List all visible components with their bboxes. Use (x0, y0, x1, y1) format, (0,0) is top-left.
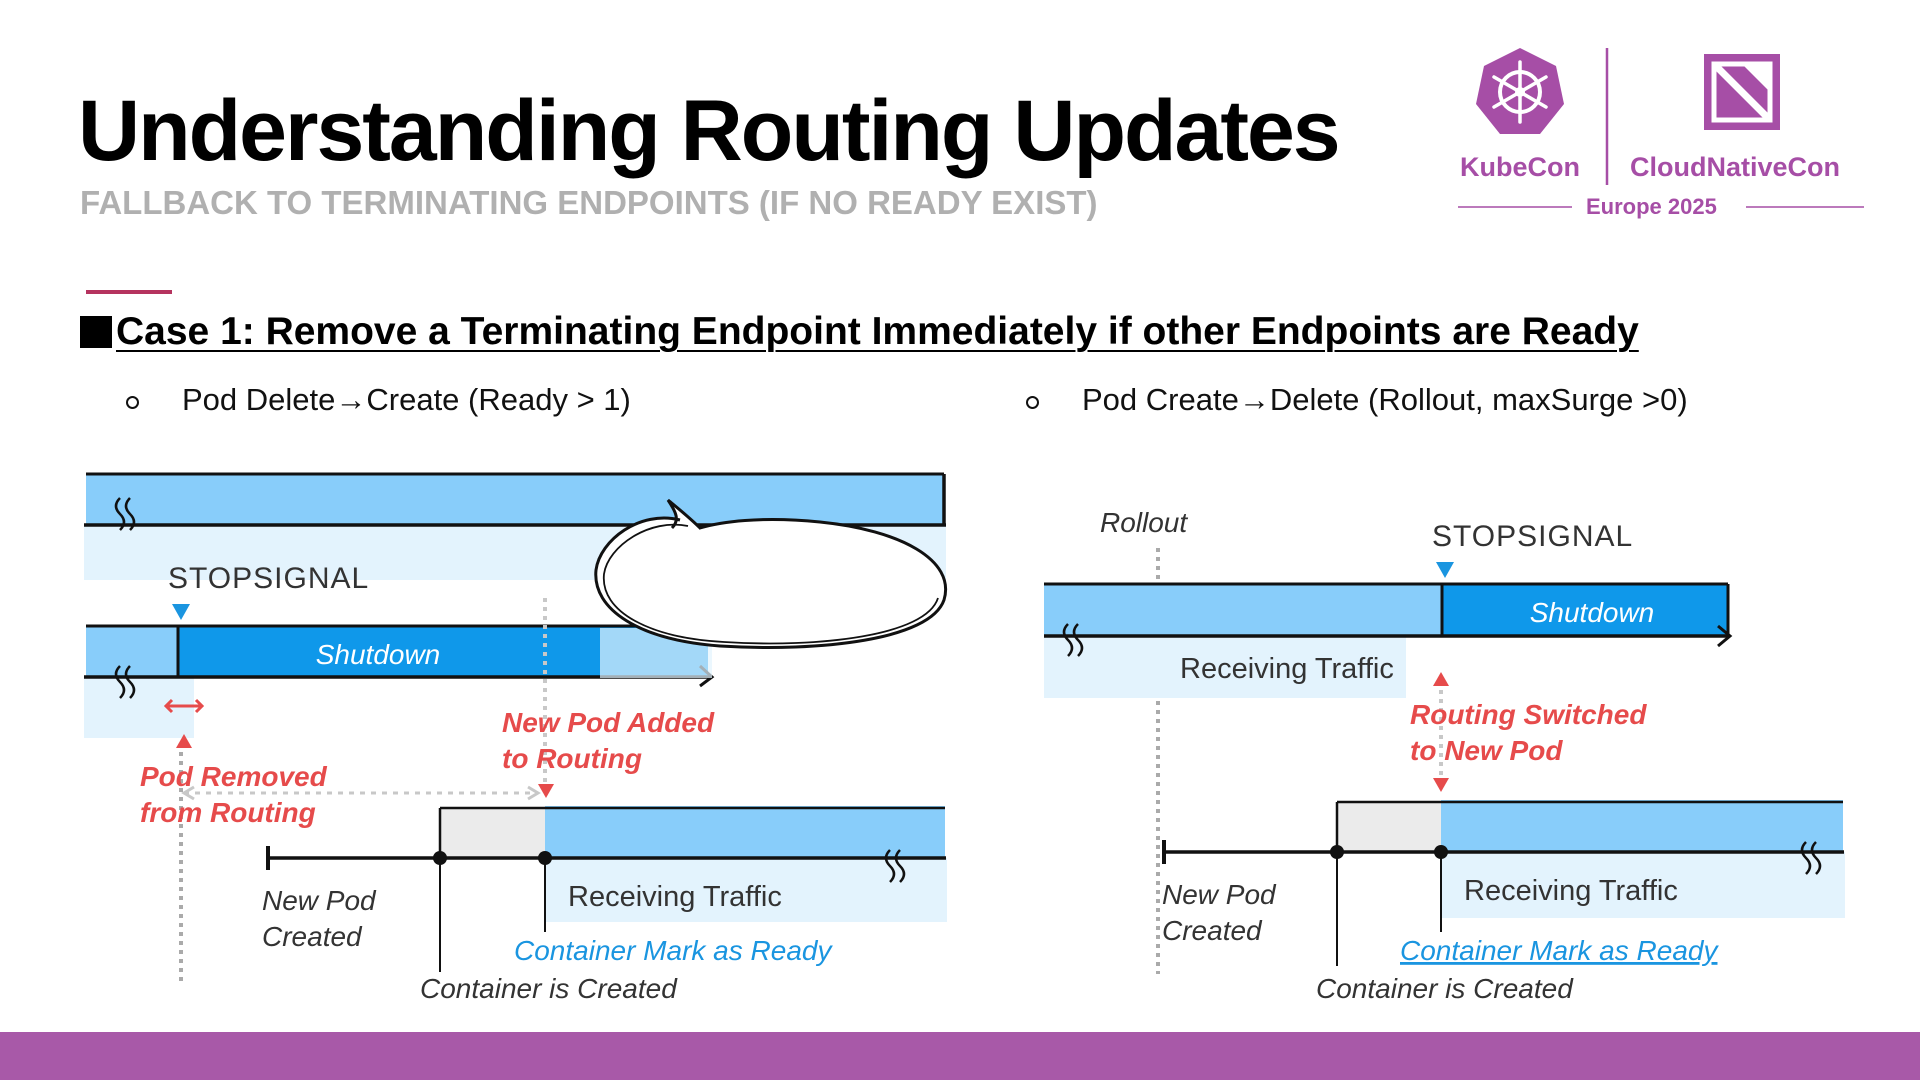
container-ready-label: Container Mark as Ready (514, 935, 832, 966)
terminating-pod-bar (86, 626, 178, 676)
right-diagram (1044, 507, 1845, 1004)
stopsignal-marker-icon (172, 604, 190, 620)
stopsignal-marker-icon (1436, 562, 1454, 578)
red-down-marker-icon (1433, 778, 1449, 792)
shutdown-label: Shutdown (1529, 597, 1655, 628)
event-text: Europe 2025 (1586, 194, 1717, 219)
red-up-marker-icon (1433, 672, 1449, 686)
pod-removed-label: Pod Removed from Routing (140, 761, 327, 828)
left-diagram (84, 474, 947, 1004)
receiving-traffic-top-label: Receiving Traffic (1180, 653, 1394, 685)
old-pod-bar (86, 474, 944, 526)
kubecon-text: KubeCon (1460, 152, 1580, 182)
new-pod-created-label: New Pod Created (1162, 879, 1276, 946)
new-pod-created-label: New Pod Created (262, 885, 376, 952)
routing-switched-label: Routing Switched to New Pod (1410, 699, 1647, 766)
stopsignal-label: STOPSIGNAL (168, 562, 370, 595)
rollout-label: Rollout (1100, 507, 1188, 538)
red-down-marker-icon (538, 784, 554, 798)
container-creating-bar (440, 808, 545, 858)
receiving-traffic-label: Receiving Traffic (568, 881, 782, 913)
slide-title: Understanding Routing Updates (78, 83, 1339, 179)
footer-bar (0, 1032, 1920, 1080)
slide-subtitle: FALLBACK TO TERMINATING ENDPOINTS (IF NO READY EXIST) (80, 184, 1098, 221)
container-created-label: Container is Created (420, 973, 677, 1004)
subpoint-left: Pod Delete→Create (Ready > 1) (182, 382, 631, 417)
shutdown-label: Shutdown (315, 639, 441, 670)
cloudnativecon-text: CloudNativeCon (1630, 152, 1841, 182)
container-created-label: Container is Created (1316, 973, 1573, 1004)
new-pod-added-label: New Pod Added to Routing (502, 707, 715, 774)
container-ready-label: Container Mark as Ready (1400, 935, 1718, 966)
receiving-traffic-bottom-label: Receiving Traffic (1464, 875, 1678, 907)
new-pod-bar (1441, 800, 1843, 852)
case-heading: Case 1: Remove a Terminating Endpoint Immediately if other Endpoints are Ready (116, 310, 1639, 353)
new-pod-bar (545, 806, 945, 858)
container-creating-bar (1337, 802, 1441, 852)
stopsignal-label: STOPSIGNAL (1432, 520, 1634, 553)
subpoint-right: Pod Create→Delete (Rollout, maxSurge >0) (1082, 382, 1688, 417)
old-pod-bar (1044, 584, 1442, 636)
